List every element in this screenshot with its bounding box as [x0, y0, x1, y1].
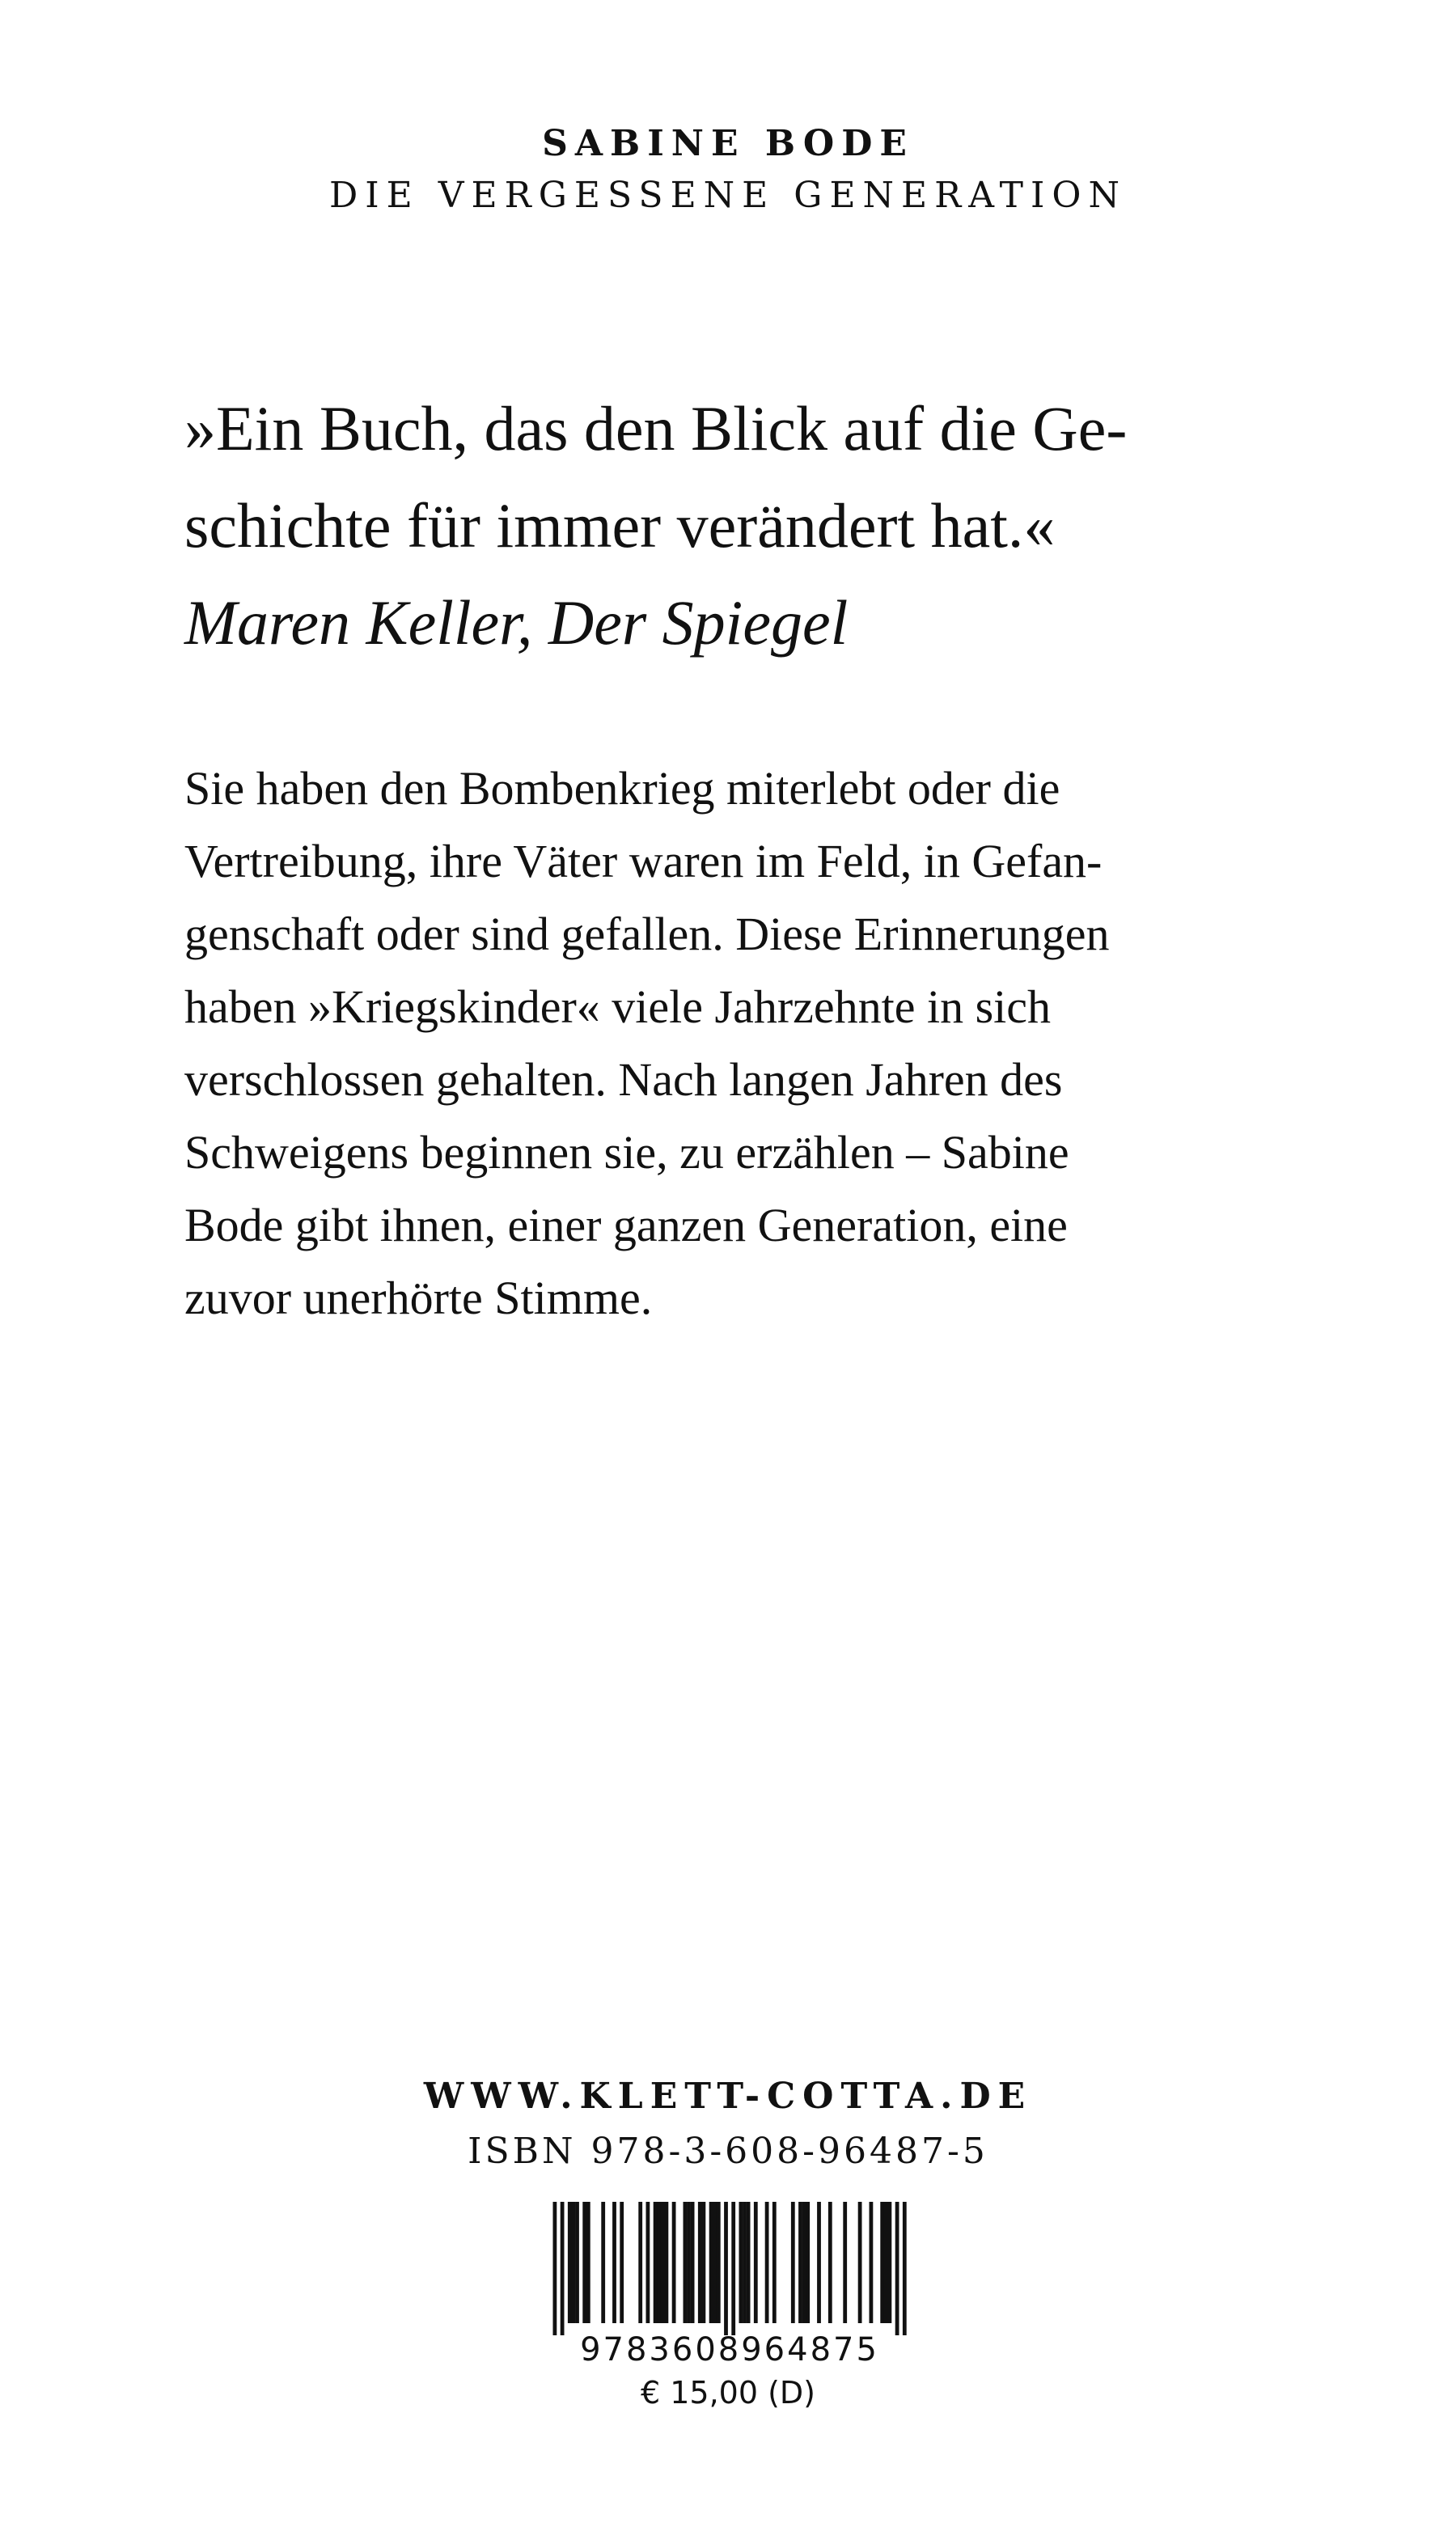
- publisher-footer: [0, 2071, 1456, 2178]
- barcode-bar: [817, 2202, 821, 2323]
- barcode-bar: [646, 2202, 650, 2323]
- blurb-line: Schweigens beginnen sie, zu erzählen – Sabine: [184, 1126, 1069, 1179]
- isbn-number: ISBN 978-3-608-96487-5: [468, 2131, 988, 2172]
- barcode-bar: [665, 2202, 669, 2323]
- blurb-line: Bode gibt ihnen, einer ganzen Generation, eine: [184, 1199, 1068, 1251]
- barcode-bar: [709, 2202, 713, 2323]
- barcode-bar: [702, 2202, 706, 2323]
- barcode-bar: [654, 2202, 658, 2323]
- barcode-bar: [612, 2202, 616, 2323]
- barcode-bar: [553, 2202, 557, 2335]
- barcode-bar: [575, 2202, 579, 2323]
- barcode-bar: [717, 2202, 721, 2323]
- barcode-bar: [806, 2202, 810, 2323]
- barcode-bar: [582, 2202, 586, 2323]
- blurb-line: genschaft oder sind gefallen. Diese Erinnerungen: [184, 908, 1110, 960]
- barcode-bar: [747, 2202, 751, 2323]
- barcode: [527, 2202, 932, 2372]
- barcode-bar: [657, 2202, 661, 2323]
- barcode-bar: [638, 2202, 642, 2323]
- quote-line: »Ein Buch, das den Blick auf die Ge-: [184, 393, 1128, 463]
- barcode-bar: [798, 2202, 802, 2323]
- barcode-bar: [561, 2202, 565, 2335]
- book-blurb: [184, 752, 1317, 1335]
- barcode-bar: [870, 2202, 874, 2323]
- barcode-bar: [568, 2202, 572, 2323]
- barcode-bar: [586, 2202, 590, 2323]
- quote-source: Maren Keller, Der Spiegel: [184, 587, 849, 658]
- barcode-bar: [884, 2202, 888, 2323]
- barcode-bars-icon: [527, 2202, 932, 2339]
- price-label: € 15,00 (D): [640, 2375, 816, 2411]
- barcode-bar: [903, 2202, 907, 2335]
- barcode-bar: [724, 2202, 728, 2335]
- blurb-line: Vertreibung, ihre Väter waren im Feld, in Gefan-: [184, 835, 1103, 887]
- barcode-bar: [601, 2202, 605, 2323]
- book-title: DIE VERGESSENE GENERATION: [329, 175, 1127, 216]
- barcode-bar: [802, 2202, 806, 2323]
- barcode-bar: [672, 2202, 676, 2323]
- quote-line: schichte für immer verändert hat.«: [184, 490, 1056, 561]
- barcode-bar: [691, 2202, 695, 2323]
- barcode-digits: 9783608964875: [580, 2331, 879, 2368]
- barcode-bar: [754, 2202, 758, 2323]
- barcode-bar: [880, 2202, 884, 2323]
- barcode-bar: [828, 2202, 832, 2323]
- barcode-bar: [743, 2202, 747, 2323]
- blurb-line: zuvor unerhörte Stimme.: [184, 1272, 653, 1324]
- barcode-bar: [684, 2202, 688, 2323]
- barcode-bar: [791, 2202, 795, 2323]
- barcode-bar: [713, 2202, 717, 2323]
- author-name: SABINE BODE: [542, 123, 914, 164]
- barcode-bar: [858, 2202, 862, 2323]
- review-quote: [184, 380, 1317, 671]
- barcode-bar: [843, 2202, 847, 2323]
- publisher-url: WWW.KLETT-COTTA.DE: [423, 2076, 1033, 2117]
- barcode-bar: [698, 2202, 702, 2323]
- barcode-bar: [888, 2202, 892, 2323]
- barcode-bar: [620, 2202, 624, 2323]
- blurb-line: verschlossen gehalten. Nach langen Jahren des: [184, 1053, 1063, 1106]
- barcode-bar: [739, 2202, 743, 2323]
- cover-header: [0, 120, 1456, 220]
- barcode-bar: [572, 2202, 576, 2323]
- barcode-bar: [731, 2202, 735, 2335]
- barcode-bar: [687, 2202, 691, 2323]
- barcode-bar: [772, 2202, 777, 2323]
- barcode-bar: [661, 2202, 665, 2323]
- blurb-line: haben »Kriegskinder« viele Jahrzehnte in sich: [184, 980, 1052, 1033]
- barcode-bar: [765, 2202, 769, 2323]
- blurb-line: Sie haben den Bombenkrieg miterlebt oder die: [184, 762, 1060, 815]
- barcode-bar: [895, 2202, 899, 2335]
